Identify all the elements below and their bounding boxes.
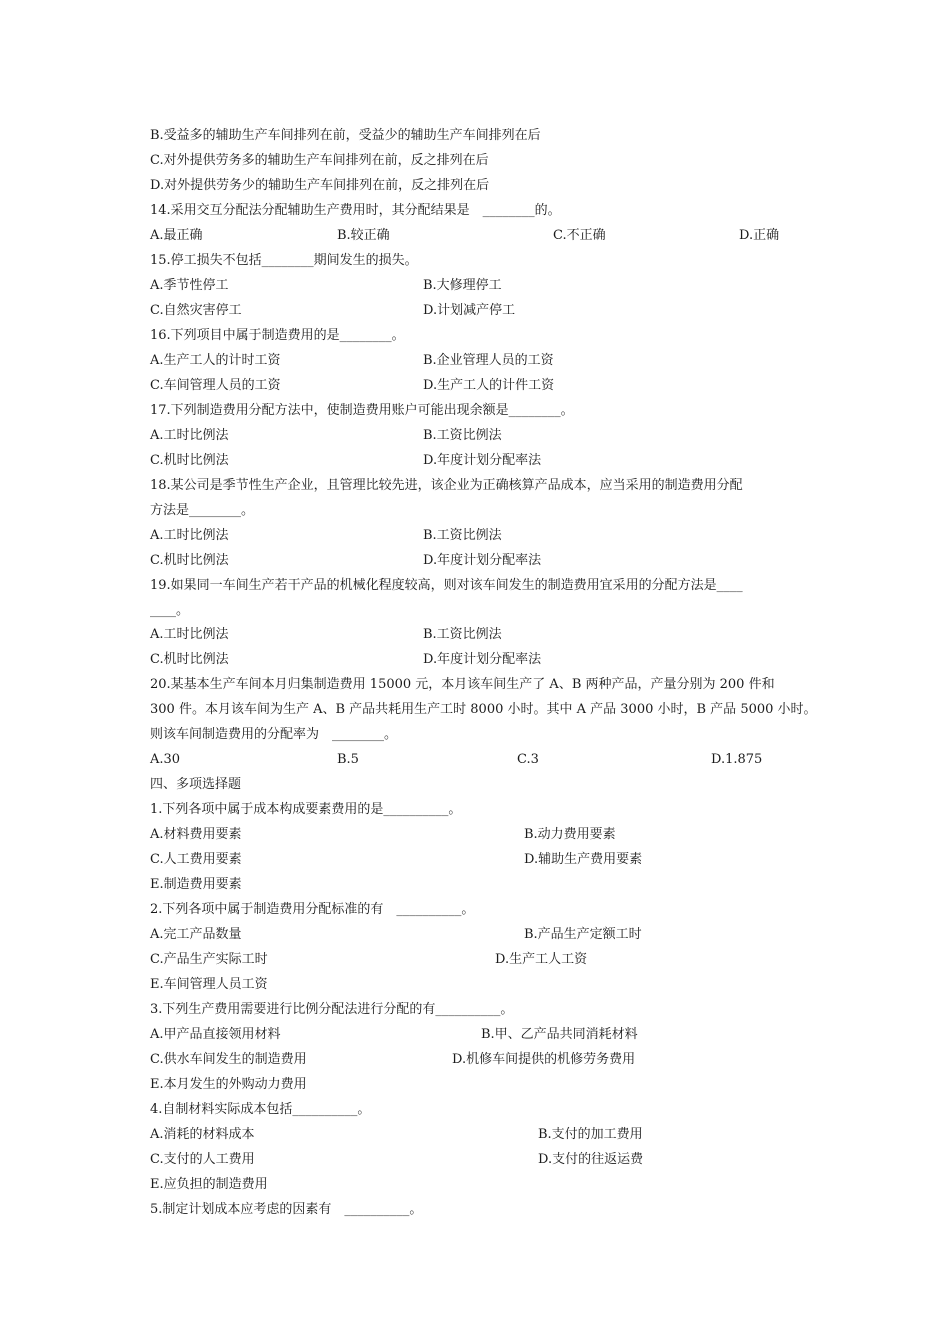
m4-option-d: D.支付的往返运费 [538,1152,644,1167]
q14-option-d: D.正确 [739,228,780,243]
multi-question-5: 5.制定计划成本应考虑的因素有 __________。 [150,1202,423,1217]
m4-option-c: C.支付的人工费用 [150,1152,255,1167]
m3-option-b: B.甲、乙产品共同消耗材料 [481,1027,638,1042]
q17-option-d: D.年度计划分配率法 [423,453,542,468]
question-19: 19.如果同一车间生产若干产品的机械化程度较高，则对该车间发生的制造费用宜采用的分配方法是____ [150,578,743,593]
q20-option-d: D.1.875 [711,752,763,767]
q18-option-a: A.工时比例法 [150,528,229,543]
question-18-cont: 方法是________。 [150,503,255,518]
q16-option-c: C.车间管理人员的工资 [150,378,281,393]
q20-option-b: B.5 [337,752,359,767]
q18-option-c: C.机时比例法 [150,553,229,568]
m1-option-b: B.动力费用要素 [524,827,616,842]
option-line: D.对外提供劳务少的辅助生产车间排列在前，反之排列在后 [150,178,490,193]
q16-option-d: D.生产工人的计件工资 [423,378,555,393]
m1-option-c: C.人工费用要素 [150,852,242,867]
m2-option-a: A.完工产品数量 [150,927,242,942]
q19-option-b: B.工资比例法 [423,627,502,642]
question-17: 17.下列制造费用分配方法中，使制造费用账户可能出现余额是________。 [150,403,574,418]
multi-question-3: 3.下列生产费用需要进行比例分配法进行分配的有__________。 [150,1002,514,1017]
m2-option-d: D.生产工人工资 [495,952,588,967]
q19-option-c: C.机时比例法 [150,652,229,667]
m4-option-a: A.消耗的材料成本 [150,1127,255,1142]
q16-option-a: A.生产工人的计时工资 [150,353,281,368]
question-19-cont: ____。 [150,603,190,618]
m1-option-e: E.制造费用要素 [150,877,242,892]
q15-option-a: A.季节性停工 [150,278,229,293]
m1-option-a: A.材料费用要素 [150,827,242,842]
question-14: 14.采用交互分配法分配辅助生产费用时，其分配结果是 ________的。 [150,203,561,218]
m2-option-e: E.车间管理人员工资 [150,977,268,992]
q14-option-a: A.最正确 [150,228,203,243]
q19-option-a: A.工时比例法 [150,627,229,642]
q20-option-c: C.3 [517,752,539,767]
question-16: 16.下列项目中属于制造费用的是________。 [150,328,405,343]
m3-option-a: A.甲产品直接领用材料 [150,1027,281,1042]
option-line: B.受益多的辅助生产车间排列在前，受益少的辅助生产车间排列在后 [150,128,541,143]
q16-option-b: B.企业管理人员的工资 [423,353,554,368]
q15-option-b: B.大修理停工 [423,278,502,293]
q20-option-a: A.30 [150,752,181,767]
q18-option-b: B.工资比例法 [423,528,502,543]
question-20: 20.某基本生产车间本月归集制造费用 15000 元，本月该车间生产了 A、B 两种产品，产量分别为 200 件和 [150,677,775,692]
question-18: 18.某公司是季节性生产企业，且管理比较先进，该企业为正确核算产品成本，应当采用的制造费用分配 [150,478,743,493]
m3-option-e: E.本月发生的外购动力费用 [150,1077,307,1092]
q14-option-c: C.不正确 [553,228,606,243]
m1-option-d: D.辅助生产费用要素 [524,852,643,867]
question-20-cont2: 则该车间制造费用的分配率为 ________。 [150,727,398,742]
m4-option-b: B.支付的加工费用 [538,1127,643,1142]
option-line: C.对外提供劳务多的辅助生产车间排列在前，反之排列在后 [150,153,489,168]
m2-option-b: B.产品生产定额工时 [524,927,642,942]
q19-option-d: D.年度计划分配率法 [423,652,542,667]
q18-option-d: D.年度计划分配率法 [423,553,542,568]
q15-option-d: D.计划减产停工 [423,303,516,318]
m2-option-c: C.产品生产实际工时 [150,952,268,967]
q17-option-a: A.工时比例法 [150,428,229,443]
q17-option-b: B.工资比例法 [423,428,502,443]
q15-option-c: C.自然灾害停工 [150,303,242,318]
multi-question-4: 4.自制材料实际成本包括__________。 [150,1102,371,1117]
question-20-cont: 300 件。本月该车间为生产 A、B 产品共耗用生产工时 8000 小时。其中 A 产品 3000 小时，B 产品 5000 小时。 [150,702,817,717]
q17-option-c: C.机时比例法 [150,453,229,468]
m4-option-e: E.应负担的制造费用 [150,1177,268,1192]
section-heading: 四、多项选择题 [150,777,242,792]
m3-option-c: C.供水车间发生的制造费用 [150,1052,307,1067]
question-15: 15.停工损失不包括________期间发生的损失。 [150,253,418,268]
multi-question-2: 2.下列各项中属于制造费用分配标准的有 __________。 [150,902,475,917]
m3-option-d: D.机修车间提供的机修劳务费用 [452,1052,636,1067]
multi-question-1: 1.下列各项中属于成本构成要素费用的是__________。 [150,802,462,817]
q14-option-b: B.较正确 [337,228,390,243]
